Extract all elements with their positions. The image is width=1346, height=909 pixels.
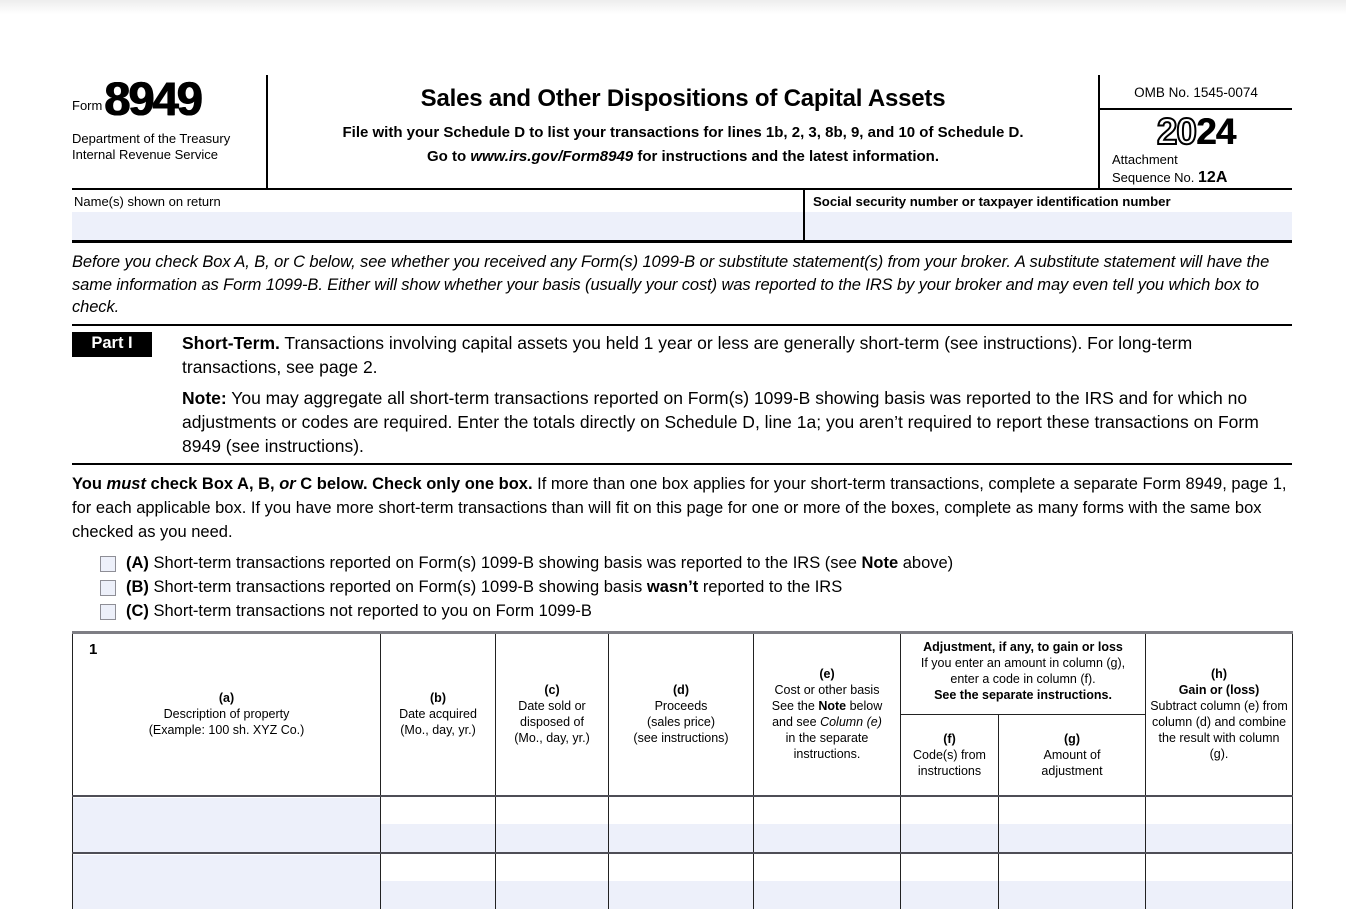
form-8949-page	[72, 75, 1292, 909]
line-number: 1	[89, 640, 97, 659]
col-e-line5: instructions.	[757, 746, 897, 762]
row1-gain-loss-field[interactable]	[1146, 824, 1292, 852]
row1-date-sold-field[interactable]	[496, 824, 608, 852]
transactions-table	[72, 631, 1293, 909]
part1-heading	[182, 331, 1288, 379]
checkbox-c[interactable]	[100, 604, 116, 620]
part1-note	[182, 386, 1288, 458]
col-d-line3: (see instructions)	[612, 730, 750, 746]
checkbox-c-letter: (C)	[126, 602, 149, 620]
name-input[interactable]	[72, 212, 803, 240]
adjustment-line2: enter a code in column (f).	[904, 671, 1142, 687]
row1-cost-basis-field[interactable]	[754, 824, 900, 852]
ssn-label: Social security number or taxpayer identification number	[805, 190, 1292, 209]
ssn-cell	[805, 190, 1292, 240]
col-f-line2: instructions	[904, 763, 995, 779]
tax-year-outline: 20	[1157, 111, 1196, 152]
checkbox-a-post: above)	[898, 554, 953, 572]
col-h-rest: Subtract column (e) from column (d) and combine the result with column (g).	[1149, 698, 1289, 762]
col-d-header	[609, 632, 754, 796]
form-title: Sales and Other Dispositions of Capital Assets	[282, 85, 1084, 113]
col-c-header	[496, 632, 609, 796]
col-g-line1: Amount of	[1002, 747, 1142, 763]
form-number: 8949	[104, 77, 201, 120]
must-check-seg5: C below. Check only one box.	[296, 475, 533, 493]
col-d-line2: (sales price)	[612, 714, 750, 730]
checkbox-b-text: Short-term transactions reported on Form(s) 1099-B showing basis	[149, 578, 647, 596]
transaction-row-2	[73, 853, 1293, 909]
row1-code-field[interactable]	[901, 824, 998, 852]
checkbox-row-c	[100, 600, 1292, 624]
row2-date-sold-field[interactable]	[496, 881, 608, 909]
checkbox-row-b	[100, 576, 1292, 600]
part1-body	[182, 331, 1292, 458]
must-check-rest: If more than one box applies for your short-term transactions, complete a separate Form 8949, page 1, for each applicable box. If you have more short-term transactions than will fit on this page for one or more of the boxes, complete as many forms with the same box checked as you need.	[72, 475, 1286, 541]
col-e-line3: and see Column (e)	[757, 714, 897, 730]
row2-adjustment-field[interactable]	[999, 881, 1145, 909]
checkbox-a-letter: (A)	[126, 554, 149, 572]
omb-number: OMB No. 1545-0074	[1100, 75, 1292, 110]
row2-code-field[interactable]	[901, 881, 998, 909]
col-g-line2: adjustment	[1002, 763, 1142, 779]
checkbox-b-post: reported to the IRS	[698, 578, 842, 596]
checkbox-a[interactable]	[100, 556, 116, 572]
row2-date-acquired-field[interactable]	[381, 881, 495, 909]
adjustment-line1: If you enter an amount in column (g),	[904, 655, 1142, 671]
checkbox-a-bold: Note	[861, 554, 898, 572]
col-d-letter: (d)	[612, 682, 750, 698]
row2-proceeds-field[interactable]	[609, 881, 753, 909]
col-f-line1: Code(s) from	[904, 747, 995, 763]
goto-line	[282, 148, 1084, 165]
adjustment-title: Adjustment, if any, to gain or loss	[904, 639, 1142, 655]
name-row	[72, 188, 1292, 243]
goto-url: www.irs.gov/Form8949	[470, 148, 633, 165]
title-block	[268, 75, 1100, 188]
checkbox-a-label	[126, 554, 953, 573]
row1-description-field[interactable]	[73, 798, 380, 852]
checkbox-a-text: Short-term transactions reported on Form(s) 1099-B showing basis was reported to the IRS (see	[149, 554, 862, 572]
checkbox-b-label	[126, 578, 842, 597]
col-b-line1: Date acquired	[384, 706, 492, 722]
form-header	[72, 75, 1292, 188]
col-d-line1: Proceeds	[612, 698, 750, 714]
col-h-letter: (h)	[1149, 666, 1289, 682]
part1-label: Part I	[72, 332, 152, 357]
must-check-seg1: You	[72, 475, 107, 493]
agency-line-2: Internal Revenue Service	[72, 147, 266, 163]
row1-proceeds-field[interactable]	[609, 824, 753, 852]
tax-year	[1100, 113, 1292, 150]
col-c-line2: disposed of	[499, 714, 605, 730]
checkbox-b-bold: wasn’t	[647, 578, 698, 596]
adjustment-line3: See the separate instructions.	[904, 687, 1142, 703]
divider-above-must-check	[72, 463, 1292, 465]
col-c-line1: Date sold or	[499, 698, 605, 714]
checkbox-b[interactable]	[100, 580, 116, 596]
name-cell	[72, 190, 805, 240]
col-g-header	[999, 714, 1146, 796]
sequence-number: 12A	[1198, 169, 1227, 186]
checkbox-row-a	[100, 552, 1292, 576]
part1-heading-bold: Short-Term.	[182, 333, 280, 353]
row1-date-acquired-field[interactable]	[381, 824, 495, 852]
form-id-block	[72, 75, 268, 188]
row2-cost-basis-field[interactable]	[754, 881, 900, 909]
ssn-input[interactable]	[805, 212, 1292, 240]
part1-note-rest: You may aggregate all short-term transactions reported on Form(s) 1099-B showing basis was reported to the IRS and for which no adjustments or codes are required. Enter the totals directly on Schedule D, line 1a; you aren’t required to report these transactions on Form 8949 (see instructions).	[182, 388, 1259, 456]
goto-pre: Go to	[427, 148, 470, 165]
col-b-header	[381, 632, 496, 796]
must-check-seg3: check Box A, B,	[146, 475, 279, 493]
must-check-seg2: must	[107, 475, 146, 493]
col-e-line1: Cost or other basis	[757, 682, 897, 698]
checkbox-c-label	[126, 602, 592, 621]
form-word: Form	[72, 98, 102, 120]
tax-year-bold: 24	[1196, 111, 1235, 152]
col-f-header	[901, 714, 999, 796]
divider-above-part1	[72, 324, 1292, 326]
intro-paragraph: Before you check Box A, B, or C below, see whether you received any Form(s) 1099-B or substitute statement(s) from your broker. A substitute statement will have the same information as Form 1099-B. Either will show whether your basis (usually your cost) was reported to the IRS by your broker and may even tell you which box to check.	[72, 251, 1292, 319]
sequence-label: Sequence No.	[1112, 170, 1198, 185]
col-a-line2: (Example: 100 sh. XYZ Co.)	[76, 722, 377, 738]
row2-description-field[interactable]	[73, 855, 380, 909]
col-b-line2: (Mo., day, yr.)	[384, 722, 492, 738]
col-h-line1: Gain or (loss)	[1149, 682, 1289, 698]
row1-adjustment-field[interactable]	[999, 824, 1145, 852]
col-e-letter: (e)	[757, 666, 897, 682]
col-c-line3: (Mo., day, yr.)	[499, 730, 605, 746]
attachment-label: Attachment	[1112, 152, 1292, 168]
adjustment-group-header	[901, 632, 1146, 714]
box-check-list	[100, 552, 1292, 624]
row2-gain-loss-field[interactable]	[1146, 881, 1292, 909]
agency-line-1: Department of the Treasury	[72, 131, 266, 147]
col-f-letter: (f)	[904, 731, 995, 747]
checkbox-c-text: Short-term transactions not reported to you on Form 1099-B	[149, 602, 592, 620]
omb-block	[1100, 75, 1292, 188]
col-b-letter: (b)	[384, 690, 492, 706]
transaction-row-1	[73, 796, 1293, 853]
attachment-block	[1100, 152, 1292, 187]
part1-section	[72, 331, 1292, 458]
col-a-header	[73, 632, 381, 796]
part1-heading-rest: Transactions involving capital assets you held 1 year or less are generally short-term (see instructions). For long-term transactions, see page 2.	[182, 333, 1192, 377]
col-a-line1: Description of property	[76, 706, 377, 722]
goto-post: for instructions and the latest information.	[633, 148, 939, 165]
col-c-letter: (c)	[499, 682, 605, 698]
part1-note-bold: Note:	[182, 388, 227, 408]
checkbox-b-letter: (B)	[126, 578, 149, 596]
col-e-line2: See the Note below	[757, 698, 897, 714]
page-top-fade	[0, 0, 1346, 14]
form-subtitle: File with your Schedule D to list your transactions for lines 1b, 2, 3, 8b, 9, and 10 of Schedule D.	[282, 124, 1084, 141]
col-g-letter: (g)	[1002, 731, 1142, 747]
col-e-header	[754, 632, 901, 796]
must-check-paragraph	[72, 472, 1292, 544]
col-a-letter: (a)	[76, 690, 377, 706]
name-label: Name(s) shown on return	[72, 190, 803, 209]
col-h-header	[1146, 632, 1293, 796]
col-e-line4: in the separate	[757, 730, 897, 746]
must-check-seg4: or	[279, 475, 296, 493]
